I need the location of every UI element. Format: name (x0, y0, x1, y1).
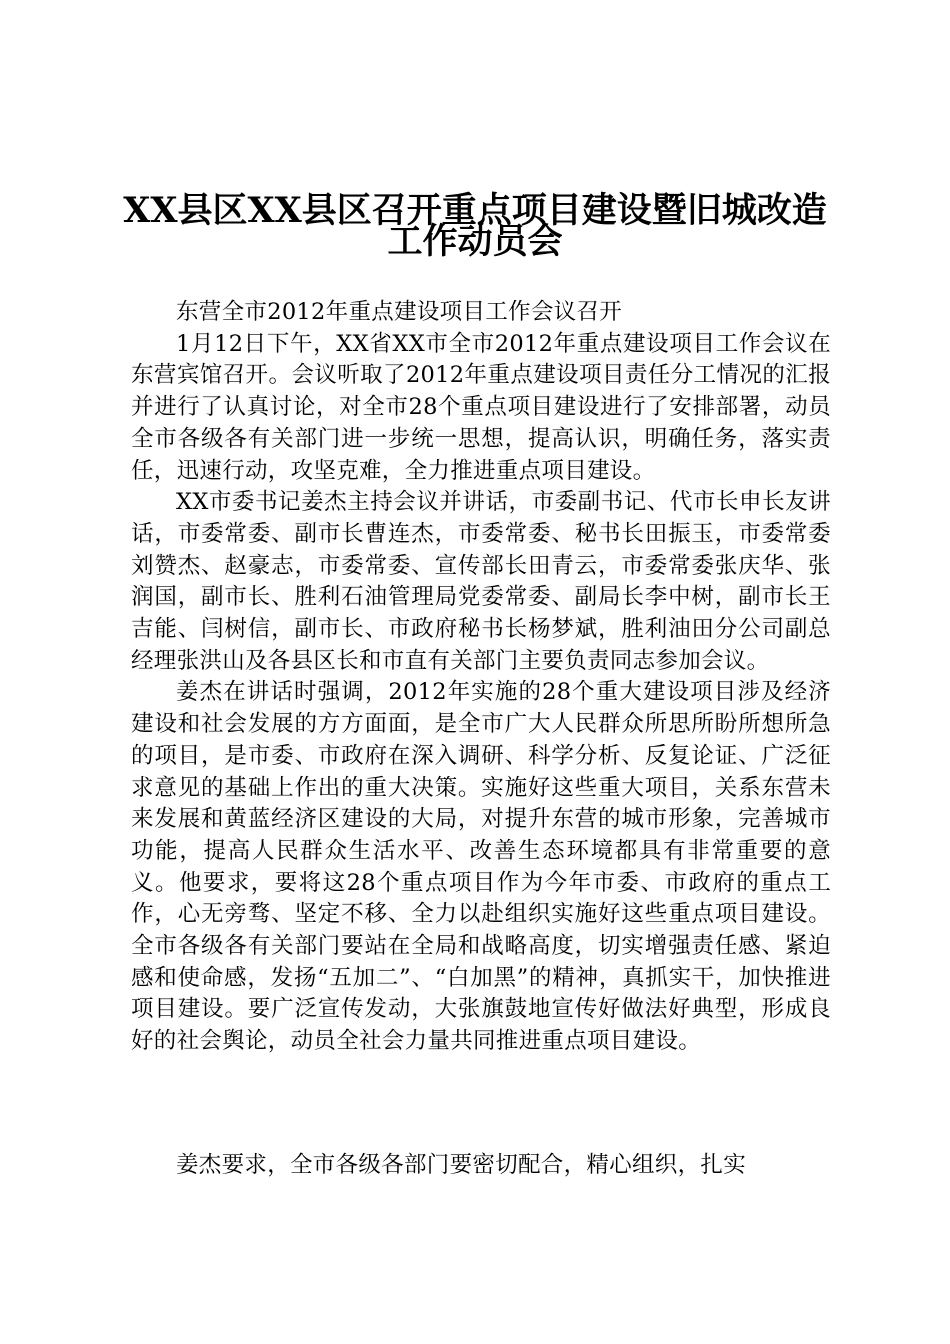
paragraph: 1月12日下午，XX省XX市全市2012年重点建设项目工作会议在东营宾馆召开。会议听取了2012年重点建设项目责任分工情况的汇报并进行了认真讨论，对全市28个重点项目建设进行了安排部署，动员全市各级各有关部门进一步统一思想，提高认识，明确任务，落实责任，迅速行动，攻坚克难，全力推进重点项目建设。 (131, 330, 831, 484)
document-title-line-1: XX县区XX县区召开重点项目建设暨旧城改造 (123, 190, 827, 231)
document-body-continued (131, 1150, 831, 1182)
paragraph: 姜杰要求，全市各级各部门要密切配合，精心组织，扎实 (176, 1152, 747, 1178)
paragraph-subheading: 东营全市2012年重点建设项目工作会议召开 (176, 299, 623, 325)
paragraph: XX市委书记姜杰主持会议并讲话，市委副书记、代市长申长友讲话，市委常委、副市长曹连杰，市委常委、秘书长田振玉，市委常委刘赞杰、赵豪志，市委常委、宣传部长田青云，市委常委张庆华、张润国，副市长、胜利石油管理局党委常委、副局长李中树，副市长王吉能、闫树信，副市长、市政府秘书长杨梦斌，胜利油田分公司副总经理张洪山及各县区长和市直有关部门主要负责同志参加会议。 (131, 489, 831, 674)
document-title-line-2: 工作动员会 (387, 221, 563, 262)
paragraph: 姜杰在讲话时强调，2012年实施的28个重大建设项目涉及经济建设和社会发展的方方面面，是全市广大人民群众所思所盼所想所急的项目，是市委、市政府在深入调研、科学分析、反复论证、广泛征求意见的基础上作出的重大决策。实施好这些重大项目，关系东营未来发展和黄蓝经济区建设的大局，对提升东营的城市形象，完善城市功能，提高人民群众生活水平、改善生态环境都具有非常重要的意义。他要求，要将这28个重点项目作为今年市委、市政府的重点工作，心无旁骛、坚定不移、全力以赴组织实施好这些重点项目建设。全市各级各有关部门要站在全局和战略高度，切实增强责任感、紧迫感和使命感，发扬“五加二”、“白加黑”的精神，真抓实干，加快推进项目建设。要广泛宣传发动，大张旗鼓地宣传好做法好典型，形成良好的社会舆论，动员全社会力量共同推进重点项目建设。 (131, 679, 831, 1055)
document-body (131, 297, 831, 1058)
